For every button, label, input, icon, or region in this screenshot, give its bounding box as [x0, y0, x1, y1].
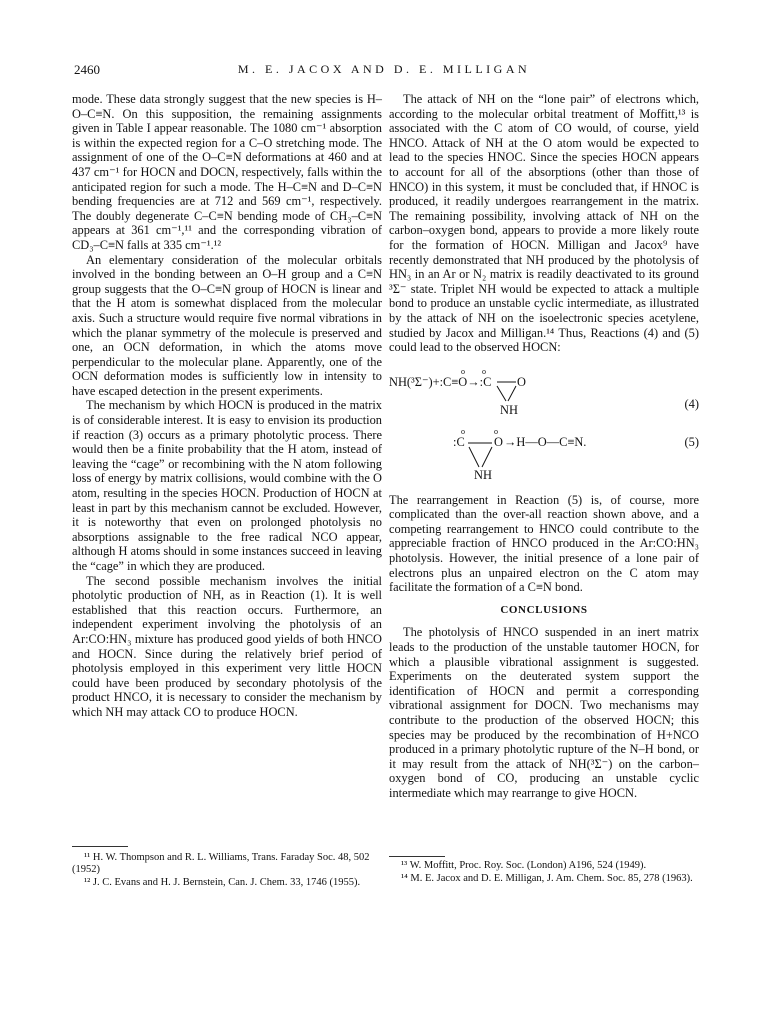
- footnote-rule: [389, 856, 445, 857]
- right-column: [389, 92, 699, 801]
- conclusions-heading: CONCLUSIONS: [500, 603, 588, 616]
- footnote: ¹² J. C. Evans and H. J. Bernstein, Can. J. Chem. 33, 1746 (1955).: [84, 877, 361, 888]
- reaction-4-number: (4): [684, 396, 699, 411]
- reaction-4-nh: NH: [500, 402, 518, 417]
- body-paragraph: An elementary consideration of the molecular orbitals involved in the bonding between an O–H group and a C≡N group suggests that the O–C≡N group of HOCN is linear and that the H atom is somewhat displaced from the molecular axis. Such a structure would require five normal vibrations in which the planar symmetry of the molecule is preserved and one, an OCN deformation, in which the atoms move perpendicular to the molecular plane. Apparently, one of the OCN deformation modes is sufficiently low in intensity to have escaped detection in the present experiments.: [72, 252, 382, 398]
- body-paragraph: The rearrangement in Reaction (5) is, of course, more complicated than the over-all reaction shown above, and a competing rearrangement to HNCO could contribute to the appreciable fraction of HNCO produced in the Ar:CO:HN₃ photolysis. However, the initial presence of a lone pair of electrons plus an unpaired electron on the C atom may facilitate the formation of a C≡N bond.: [389, 492, 699, 595]
- left-column: [72, 92, 382, 720]
- reaction-4-left: NH(³Σ⁻)+:C≡O→:C: [389, 374, 492, 389]
- body-paragraph: The second possible mechanism involves the initial photolytic production of NH, as in Reaction (1). It is well established that this reaction occurs. Furthermore, an independent experiment involving the photolysis of an Ar:CO:HN₃ mixture has produced good yields of both HNCO and HOCN. Since during the relatively brief period of photolysis employed in this experiment very little HOCN could have been produced by secondary photolysis of the product HNCO, it is necessary to consider the mechanism by which NH may attack CO to produce HOCN.: [72, 573, 382, 719]
- reaction-dot: o: [494, 426, 498, 436]
- cyclic-bond-lines: [466, 435, 496, 469]
- footnote: ¹³ W. Moffitt, Proc. Roy. Soc. (London) A196, 524 (1949).: [401, 860, 647, 871]
- body-paragraph: mode. These data strongly suggest that the new species is H–O–C≡N. On this supposition, the remaining assignments given in Table I appear reasonable. The 1080 cm⁻¹ absorption is within the expected region for a C–O stretching mode. The assignment of one of the O–C≡N deformations at 460 and at 437 cm⁻¹ for HOCN and DOCN, respectively, falls within the anticipated region for such a mode. The H–C≡N and D–C≡N bending frequencies are at 712 and 569 cm⁻¹, respectively. The doubly degenerate C–C≡N bending mode of CH₃–C≡N appears at 361 cm⁻¹,¹¹ and the corresponding vibration of CD₃–C≡N falls at 335 cm⁻¹.¹²: [72, 92, 382, 252]
- right-footnotes: [389, 860, 699, 886]
- footnote: ¹¹ H. W. Thompson and R. L. Williams, Trans. Faraday Soc. 48, 502 (1952): [72, 852, 370, 875]
- reaction-dot: o: [461, 366, 465, 376]
- reaction-dot: o: [461, 426, 465, 436]
- reaction-5-product: →H—O—C≡N.: [504, 434, 587, 449]
- reaction-dot: o: [482, 366, 486, 376]
- body-paragraph: The attack of NH on the “lone pair” of electrons which, according to the molecular orbital treatment of Moffitt,¹³ is associated with the C atom of CO would, of course, yield HNCO. Attack of NH at the O atom would be expected to lead to the species HNOC. Since the species HOCN appears to account for all of the absorptions (other than those of HNCO) in this system, it must be concluded that, if HNOC is produced, it readily undergoes rearrangement in the matrix. The remaining possibility, involving attack of NH on the carbon–oxygen bond, appears to provide a more likely route for the formation of HOCN. Milligan and Jacox⁹ have recently demonstrated that NH produced by the photolysis of HN₃ in an Ar or N₂ matrix is readily deactivated to its ground ³Σ⁻ state. Triplet NH would be expected to attack a multiple bond to produce an unstable cyclic intermediate, as illustrated by the attack of NH on the isoelectronic species acetylene, studied by Jacox and Milligan.¹⁴ Thus, Reactions (4) and (5) could lead to the observed HOCN:: [389, 92, 699, 355]
- reaction-5-o: O: [494, 434, 503, 449]
- footnote: ¹⁴ M. E. Jacox and D. E. Milligan, J. Am. Chem. Soc. 85, 278 (1963).: [401, 873, 693, 884]
- reaction-4-o: O: [517, 374, 526, 389]
- body-paragraph: The photolysis of HNCO suspended in an inert matrix leads to the production of the unstable tautomer HOCN, for which a plausible vibrational assignment is suggested. Experiments on the deuterated system support the identification of HOCN and permit a corresponding vibrational assignment for DOCN. Two mechanisms may contribute to the production of the observed HOCN; this species may be produced by the recombination of H+NCO produced in a primary photolytic rupture of the N–H bond, or it may result from the attack of NH(³Σ⁻) on the carbon–oxygen bond of CO, producing an unstable cyclic intermediate which may rearrange to give HOCN.: [389, 625, 699, 800]
- footnote-rule: [72, 846, 128, 847]
- reaction-4: [389, 363, 699, 421]
- left-footnotes: [72, 852, 382, 890]
- running-head: M. E. JACOX AND D. E. MILLIGAN: [237, 62, 531, 76]
- reaction-5-c: :C: [453, 434, 465, 449]
- reaction-5-number: (5): [684, 434, 699, 449]
- reaction-5-nh: NH: [474, 467, 492, 482]
- body-paragraph: The mechanism by which HOCN is produced in the matrix is of considerable interest. It is easy to envision its production if reaction (3) occurs as a primary photolytic process. There would then be a finite probability that the H atom, instead of leaving the “cage” or recombining with the N atom following loss of energy by matrix collisions, would combine with the O atom, resulting in the species HOCN. Production of HOCN at least in part by this mechanism cannot be excluded. However, it is noteworthy that even on prolonged photolysis no absorptions assignable to the free radical NCO appear, although H atoms should in some instances succeed in leaving the “cage” in which they are produced.: [72, 398, 382, 573]
- reaction-5: [389, 425, 699, 483]
- page-number: 2460: [74, 62, 100, 77]
- cyclic-bond-lines: [494, 381, 520, 403]
